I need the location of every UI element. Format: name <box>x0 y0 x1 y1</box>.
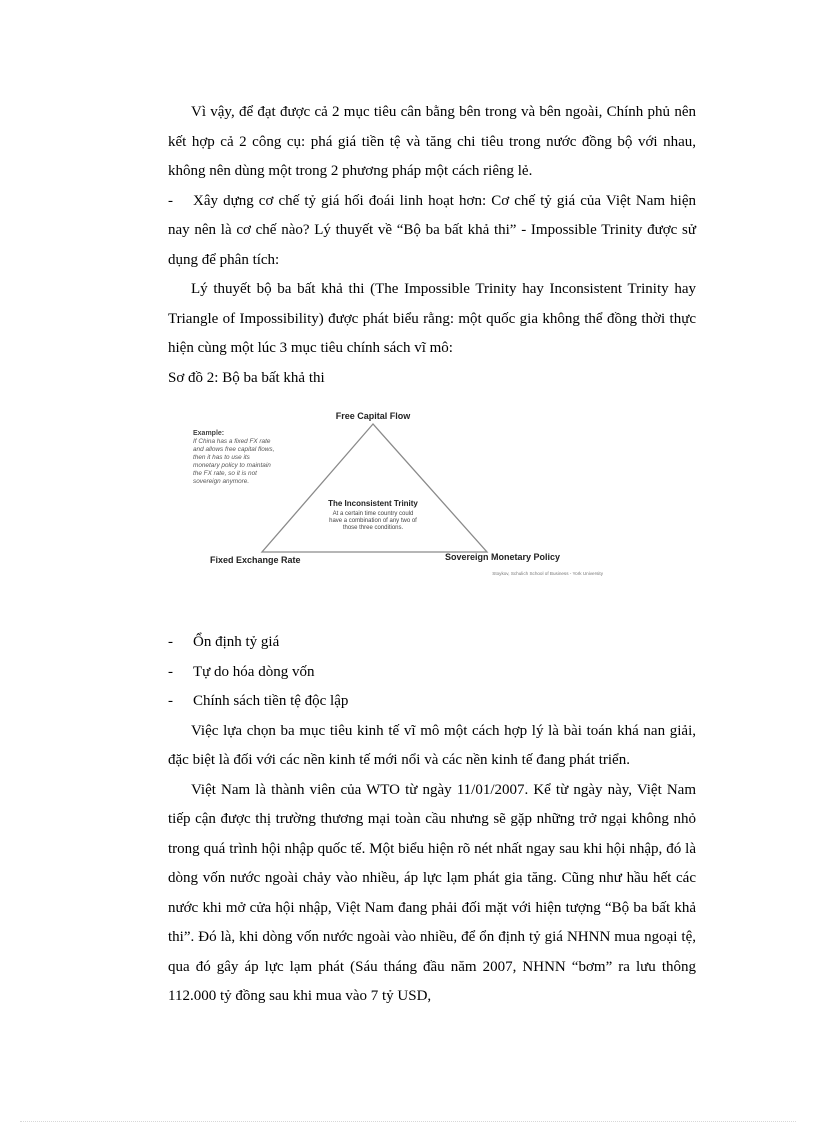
example-line-2: and allows free capital flows, <box>193 446 275 453</box>
list-item <box>168 628 696 658</box>
wto-line-1: Việt Nam là thành viên của WTO từ ngày 11/01/2007. Kể từ ngày này, Việt <box>191 781 662 798</box>
top-paragraph-line-1: Vì vậy, để đạt được cả 2 mục tiêu cân bằng bên trong và bên ngoài, Chính phủ <box>191 104 671 120</box>
exchange-bullet-line-2: hiện nay nên là cơ chế nào? Lý thuyết về “Bộ ba bất khả thi” - Impossible Trinity <box>168 192 696 238</box>
wto-line-2: Nam tiếp cận được thị trường thương mại toàn cầu nhưng sẽ gặp những trở ngại <box>168 781 697 827</box>
exchange-rate-bullet <box>168 187 696 276</box>
left-vertex-label: Fixed Exchange Rate <box>210 555 301 565</box>
wto-line-5: Cũng như hầu hết các nước khi mở cửa hội nhập, Việt Nam đang phải đối mặt với <box>168 870 697 916</box>
theory-paragraph <box>168 275 696 364</box>
exchange-bullet-line-1: Xây dựng cơ chế tỷ giá hối đoái linh hoạt hơn: Cơ chế tỷ giá của Việt Nam <box>193 192 666 209</box>
trinity-triangle <box>262 424 487 552</box>
theory-line-1: Lý thuyết bộ ba bất khả thi (The Impossible Trinity hay Inconsistent Trinity <box>191 281 669 297</box>
list-item-capital-liberalization: Tự do hóa dòng vốn <box>193 663 315 680</box>
lower-text-block <box>168 628 696 1012</box>
wto-line-8: 2007, NHNN “bơm” ra lưu thông 112.000 tỷ đồng sau khi mua vào 7 tỷ USD, <box>168 958 696 1004</box>
wto-line-4: khi hội nhập, đó là dòng vốn nước ngoài chảy vào nhiều, áp lực lạm phát gia tăng. <box>168 840 696 886</box>
impossible-trinity-diagram <box>190 402 615 582</box>
wto-line-3: không nhỏ trong quá trình hội nhập quốc tế. Một biểu hiện rõ nét nhất ngay sau <box>168 811 696 857</box>
figure-caption: Sơ đồ 2: Bộ ba bất khả thi <box>168 369 325 386</box>
list-item <box>168 687 696 717</box>
trinity-svg <box>190 402 615 582</box>
theory-line-3: thời thực hiện cùng một lúc 3 mục tiêu chính sách vĩ mô: <box>168 310 697 356</box>
example-line-3: then it has to use its <box>193 454 250 461</box>
choice-paragraph <box>168 717 696 776</box>
theory-line-2: hay Triangle of Impossibility) được phát biểu rằng: một quốc gia không thể đồng <box>168 281 697 327</box>
list-item <box>168 658 696 688</box>
example-line-4: monetary policy to maintain <box>193 462 271 469</box>
wto-paragraph <box>168 776 696 1012</box>
diagram-credit: Stoykov, Schulich School of Business - York University <box>492 571 603 576</box>
list-dash: - <box>168 634 173 650</box>
list-item-exchange-stability: Ổn định tỷ giá <box>193 634 280 650</box>
right-vertex-label: Sovereign Monetary Policy <box>445 552 561 562</box>
top-paragraph <box>168 98 696 187</box>
upper-text-block <box>168 98 696 393</box>
wto-line-7: định tỷ giá NHNN mua ngoại tệ, qua đó gây áp lực lạm phát (Sáu tháng đầu năm <box>168 929 697 975</box>
example-line-1: If China has a fixed FX rate <box>193 438 271 445</box>
example-line-6: sovereign anymore. <box>193 478 250 485</box>
example-title: Example: <box>193 430 225 437</box>
center-title: The Inconsistent Trinity <box>328 499 418 508</box>
choice-line-1: Việc lựa chọn ba mục tiêu kinh tế vĩ mô một cách hợp lý là bài toán khá nan <box>191 722 666 739</box>
choice-line-2: giải, đặc biệt là đối với các nền kinh tế mới nổi và các nền kinh tế đang phát triển. <box>168 722 697 768</box>
top-paragraph-line-2: nên kết hợp cả 2 công cụ: phá giá tiền tệ và tăng chi tiêu trong nước đồng bộ với <box>168 104 696 150</box>
list-dash: - <box>168 663 173 680</box>
top-paragraph-line-3: nhau, không nên dùng một trong 2 phương pháp một cách riêng lẻ. <box>168 133 697 179</box>
wto-line-6: hiện tượng “Bộ ba bất khả thi”. Đó là, khi dòng vốn nước ngoài vào nhiều, để ổn <box>168 899 697 945</box>
page-bottom-rule <box>20 1121 796 1122</box>
exchange-bullet-line-3: được sử dụng để phân tích: <box>168 222 696 268</box>
list-item-monetary-independence: Chính sách tiền tệ độc lập <box>193 693 349 709</box>
top-vertex-label: Free Capital Flow <box>335 411 411 421</box>
example-line-5: the FX rate, so it is not <box>193 470 257 477</box>
center-line-2: have a combination of any two of <box>329 518 417 524</box>
center-line-1: At a certain time country could <box>332 511 414 517</box>
center-line-3: those three conditions. <box>342 525 404 531</box>
list-dash: - <box>168 693 173 709</box>
bullet-dash: - <box>168 192 173 209</box>
